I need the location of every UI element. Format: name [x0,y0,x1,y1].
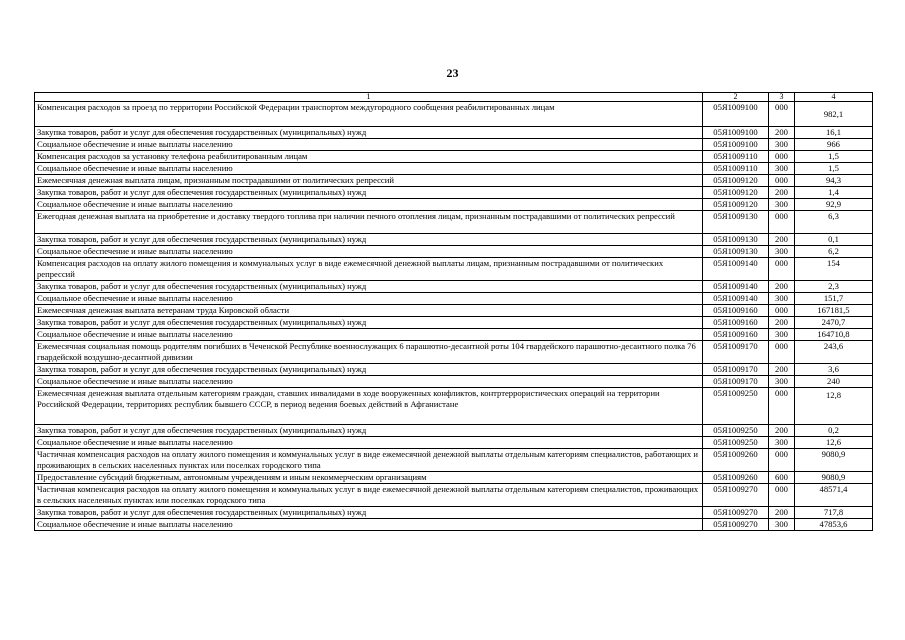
table-row [35,163,873,175]
table-row [35,199,873,211]
row-amount: 12,8 [795,388,873,425]
row-amount: 9080,9 [795,449,873,472]
row-type: 300 [769,246,795,258]
row-code: 05Я1009250 [703,425,769,437]
row-name: Закупка товаров, работ и услуг для обеспечения государственных (муниципальных) нужд [35,187,703,199]
row-name: Социальное обеспечение и иные выплаты населению [35,329,703,341]
row-code: 05Я1009110 [703,151,769,163]
row-amount: 966 [795,139,873,151]
row-code: 05Я1009170 [703,376,769,388]
row-name: Социальное обеспечение и иные выплаты населению [35,519,703,531]
row-name: Социальное обеспечение и иные выплаты населению [35,246,703,258]
row-type: 600 [769,472,795,484]
row-amount: 48571,4 [795,484,873,507]
row-name: Закупка товаров, работ и услуг для обеспечения государственных (муниципальных) нужд [35,364,703,376]
row-code: 05Я1009160 [703,305,769,317]
table-row [35,484,873,507]
row-code: 05Я1009250 [703,388,769,425]
table-row [35,234,873,246]
row-type: 200 [769,127,795,139]
row-type: 000 [769,151,795,163]
row-name: Ежемесячная денежная выплата отдельным категориям граждан, ставших инвалидами в ходе вооруженных конфликтов, контртеррористических операций на территории Российской Федерации, территориях республик бывшего СССР, в период ведения боевых действий в Афганистане [35,388,703,425]
row-amount: 2,3 [795,281,873,293]
table-row [35,139,873,151]
row-code: 05Я1009170 [703,364,769,376]
row-name: Социальное обеспечение и иные выплаты населению [35,293,703,305]
row-name: Социальное обеспечение и иные выплаты населению [35,199,703,211]
row-name: Компенсация расходов за проезд по территории Российской Федерации транспортом междугородного сообщения реабилитированных лицам [35,102,703,127]
row-name: Социальное обеспечение и иные выплаты населению [35,376,703,388]
row-name: Компенсация расходов на оплату жилого помещения и коммунальных услуг в виде ежемесячной денежной выплаты лицам, признанным пострадавшими от политических репрессий [35,258,703,281]
row-amount: 982,1 [795,102,873,127]
row-type: 200 [769,364,795,376]
table-row [35,246,873,258]
table-row [35,127,873,139]
table-row [35,341,873,364]
row-name: Закупка товаров, работ и услуг для обеспечения государственных (муниципальных) нужд [35,317,703,329]
row-name: Закупка товаров, работ и услуг для обеспечения государственных (муниципальных) нужд [35,281,703,293]
row-code: 05Я1009140 [703,281,769,293]
row-name: Частичная компенсация расходов на оплату жилого помещения и коммунальных услуг в виде ежемесячной денежной выплаты отдельным категориям специалистов, проживающих в сельских населенных пунктах или поселках городского типа [35,484,703,507]
row-amount: 717,8 [795,507,873,519]
row-amount: 1,4 [795,187,873,199]
row-amount: 164710,8 [795,329,873,341]
row-amount: 47853,6 [795,519,873,531]
row-amount: 1,5 [795,163,873,175]
row-code: 05Я1009260 [703,449,769,472]
row-name: Закупка товаров, работ и услуг для обеспечения государственных (муниципальных) нужд [35,425,703,437]
row-code: 05Я1009100 [703,139,769,151]
row-code: 05Я1009140 [703,293,769,305]
row-amount: 16,1 [795,127,873,139]
table-row [35,151,873,163]
column-header-4: 4 [795,93,873,102]
table-row [35,281,873,293]
row-type: 300 [769,519,795,531]
table-row [35,211,873,234]
row-code: 05Я1009130 [703,234,769,246]
row-code: 05Я1009100 [703,102,769,127]
page-number: 23 [446,66,459,80]
row-name: Закупка товаров, работ и услуг для обеспечения государственных (муниципальных) нужд [35,507,703,519]
row-amount: 240 [795,376,873,388]
budget-table [34,92,873,531]
row-amount: 3,6 [795,364,873,376]
row-type: 200 [769,281,795,293]
row-type: 300 [769,437,795,449]
row-type: 200 [769,234,795,246]
row-name: Ежемесячная денежная выплата ветеранам труда Кировской области [35,305,703,317]
row-type: 300 [769,163,795,175]
row-type: 000 [769,211,795,234]
column-header-3: 3 [769,93,795,102]
column-header-2: 2 [703,93,769,102]
row-amount: 154 [795,258,873,281]
row-type: 300 [769,199,795,211]
row-name: Ежемесячная социальная помощь родителям погибших в Чеченской Республике военнослужащих 6 парашютно-десантной роты 104 гвардейского парашютно-десантного полка 76 гвардейской воздушно-десантной дивизии [35,341,703,364]
row-code: 05Я1009250 [703,437,769,449]
row-code: 05Я1009170 [703,341,769,364]
row-type: 000 [769,305,795,317]
row-name: Закупка товаров, работ и услуг для обеспечения государственных (муниципальных) нужд [35,127,703,139]
table-row [35,437,873,449]
row-amount: 12,6 [795,437,873,449]
row-code: 05Я1009100 [703,127,769,139]
row-type: 300 [769,376,795,388]
row-code: 05Я1009130 [703,211,769,234]
row-amount: 151,7 [795,293,873,305]
table-row [35,376,873,388]
row-code: 05Я1009270 [703,484,769,507]
header-row [35,93,873,102]
row-code: 05Я1009160 [703,317,769,329]
row-name: Компенсация расходов за установку телефона реабилитированным лицам [35,151,703,163]
row-amount: 167181,5 [795,305,873,317]
table-row [35,449,873,472]
row-type: 000 [769,449,795,472]
row-type: 200 [769,507,795,519]
row-amount: 0,2 [795,425,873,437]
table-row [35,388,873,425]
table-row [35,305,873,317]
row-code: 05Я1009120 [703,199,769,211]
table-row [35,187,873,199]
table-row [35,519,873,531]
row-type: 000 [769,484,795,507]
row-amount: 6,3 [795,211,873,234]
table-row [35,102,873,127]
row-amount: 1,5 [795,151,873,163]
row-name: Социальное обеспечение и иные выплаты населению [35,437,703,449]
table-row [35,364,873,376]
row-amount: 9080,9 [795,472,873,484]
row-type: 000 [769,341,795,364]
table-row [35,293,873,305]
row-type: 000 [769,175,795,187]
row-type: 200 [769,317,795,329]
row-type: 200 [769,187,795,199]
table-row [35,507,873,519]
table-row [35,329,873,341]
row-type: 000 [769,102,795,127]
row-name: Социальное обеспечение и иные выплаты населению [35,163,703,175]
row-name: Ежегодная денежная выплата на приобретение и доставку твердого топлива при наличии печного отопления лицам, признанным пострадавшими от политических репрессий [35,211,703,234]
row-amount: 0,1 [795,234,873,246]
row-code: 05Я1009110 [703,163,769,175]
row-code: 05Я1009120 [703,187,769,199]
row-type: 000 [769,388,795,425]
row-type: 300 [769,293,795,305]
row-code: 05Я1009130 [703,246,769,258]
table-row [35,425,873,437]
row-type: 300 [769,329,795,341]
row-type: 000 [769,258,795,281]
row-name: Ежемесячная денежная выплата лицам, признанным пострадавшими от политических репрессий [35,175,703,187]
table-row [35,317,873,329]
row-amount: 2470,7 [795,317,873,329]
row-code: 05Я1009120 [703,175,769,187]
column-header-1: 1 [35,93,703,102]
row-amount: 6,2 [795,246,873,258]
row-code: 05Я1009140 [703,258,769,281]
table-row [35,472,873,484]
row-amount: 243,6 [795,341,873,364]
row-amount: 94,3 [795,175,873,187]
row-code: 05Я1009270 [703,519,769,531]
row-amount: 92,9 [795,199,873,211]
row-type: 200 [769,425,795,437]
table-row [35,175,873,187]
row-name: Закупка товаров, работ и услуг для обеспечения государственных (муниципальных) нужд [35,234,703,246]
row-code: 05Я1009260 [703,472,769,484]
row-code: 05Я1009160 [703,329,769,341]
row-name: Предоставление субсидий бюджетным, автономным учреждениям и иным некоммерческим организациям [35,472,703,484]
row-code: 05Я1009270 [703,507,769,519]
row-name: Частичная компенсация расходов на оплату жилого помещения и коммунальных услуг в виде ежемесячной денежной выплаты отдельным категориям специалистов, работающих и проживающих в сельских населенных пунктах или поселках городского типа [35,449,703,472]
table-row [35,258,873,281]
row-name: Социальное обеспечение и иные выплаты населению [35,139,703,151]
row-type: 300 [769,139,795,151]
